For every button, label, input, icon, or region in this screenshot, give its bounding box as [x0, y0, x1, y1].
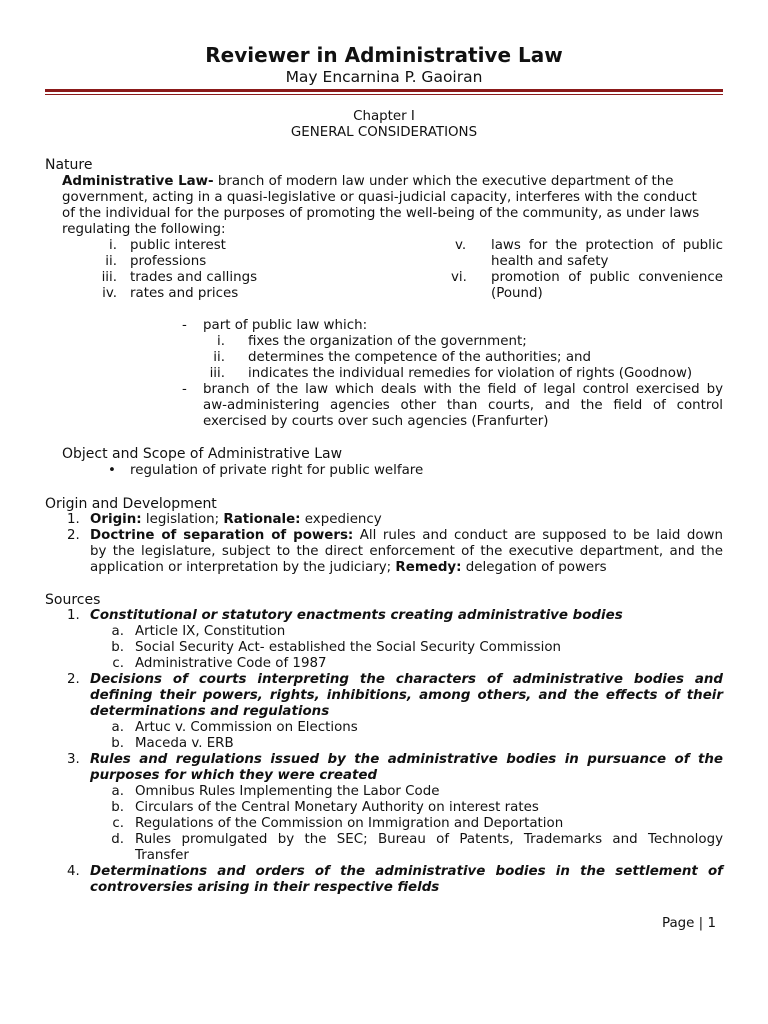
list-number: 2. — [67, 528, 80, 543]
section-heading-origin: Origin and Development — [45, 496, 217, 512]
list-item: promotion of public convenience — [491, 270, 723, 285]
sub-item: determines the competence of the authorities; and — [248, 350, 592, 365]
sub-item-continued: Transfer — [135, 848, 189, 863]
document-title: Reviewer in Administrative Law — [205, 43, 563, 67]
doctrine-text: application or interpretation by the judiciary; — [90, 560, 396, 575]
sub-letter: a. — [111, 624, 124, 639]
source-4-line-2: controversies arising in their respective fields — [90, 880, 440, 895]
sub-item: Regulations of the Commission on Immigration and Deportation — [135, 816, 564, 831]
origin-item-1 — [90, 512, 382, 528]
bullet-icon: • — [108, 463, 116, 478]
list-item-number: iii. — [101, 270, 117, 285]
list-item-continued: health and safety — [491, 254, 609, 269]
origin-text: legislation; — [141, 512, 224, 527]
header-rule-thin — [45, 94, 723, 95]
list-number: 1. — [67, 512, 80, 527]
document-author: May Encarnina P. Gaoiran — [285, 68, 483, 86]
sub-item: Administrative Code of 1987 — [135, 656, 327, 671]
remedy-label: Remedy: — [395, 560, 462, 575]
sub-item: Artuc v. Commission on Elections — [135, 720, 358, 735]
source-3-line-2: purposes for which they were created — [90, 768, 378, 783]
list-item-number: i. — [109, 238, 117, 253]
source-2-line-1: Decisions of courts interpreting the characters of administrative bodies and — [90, 672, 723, 687]
nature-line-4: regulating the following: — [62, 222, 226, 237]
sub-letter: c. — [112, 816, 124, 831]
sub-item: Article IX, Constitution — [135, 624, 286, 639]
list-item-number: iv. — [102, 286, 117, 301]
list-item: rates and prices — [130, 286, 239, 301]
dash-item: part of public law which: — [203, 318, 368, 333]
sub-letter: a. — [111, 720, 124, 735]
sub-letter: a. — [111, 784, 124, 799]
list-item-continued: (Pound) — [491, 286, 543, 301]
list-item-number: v. — [455, 238, 467, 253]
list-item-number: vi. — [451, 270, 467, 285]
list-item: laws for the protection of public — [491, 238, 723, 253]
list-item: trades and callings — [130, 270, 258, 285]
origin-item-2-line-2: by the legislature, subject to the direct enforcement of the executive department, and the — [90, 544, 723, 559]
bullet-item: regulation of private right for public welfare — [130, 463, 424, 478]
doctrine-text: All rules and conduct are supposed to be laid down — [353, 528, 723, 543]
section-heading-sources: Sources — [45, 592, 101, 608]
origin-item-2-line-3 — [90, 560, 607, 576]
nature-line-1 — [62, 174, 674, 190]
source-3-line-1: Rules and regulations issued by the administrative bodies in pursuance of the — [90, 752, 723, 767]
sub-item-number: i. — [217, 334, 225, 349]
remedy-text: delegation of powers — [461, 560, 607, 575]
section-heading-object-scope: Object and Scope of Administrative Law — [62, 446, 343, 462]
list-item-number: ii. — [105, 254, 117, 269]
source-2-line-2: defining their powers, rights, inhibitions, among others, and the effects of their — [90, 688, 723, 703]
section-heading-nature: Nature — [45, 157, 93, 173]
dash-marker: - — [182, 382, 187, 397]
origin-label: Origin: — [90, 512, 142, 527]
list-number: 2. — [67, 672, 80, 687]
source-4-line-1: Determinations and orders of the administrative bodies in the settlement of — [90, 864, 723, 879]
sub-item: Circulars of the Central Monetary Authority on interest rates — [135, 800, 539, 815]
dash-item-line: branch of the law which deals with the field of legal control exercised by — [203, 382, 723, 397]
sub-item: Maceda v. ERB — [135, 736, 234, 751]
sub-letter: d. — [111, 832, 124, 847]
source-2-line-3: determinations and regulations — [90, 704, 330, 719]
list-item: public interest — [130, 238, 226, 253]
rationale-label: Rationale: — [223, 512, 301, 527]
nature-line-2: government, acting in a quasi-legislative or quasi-judicial capacity, interferes with the conduct — [62, 190, 697, 205]
doctrine-label: Doctrine of separation of powers: — [90, 528, 354, 543]
list-number: 4. — [67, 864, 80, 879]
list-item: professions — [130, 254, 207, 269]
header-rule-thick — [45, 89, 723, 92]
sub-item: Omnibus Rules Implementing the Labor Code — [135, 784, 440, 799]
sub-item: indicates the individual remedies for violation of rights (Goodnow) — [248, 366, 693, 381]
source-1: Constitutional or statutory enactments creating administrative bodies — [90, 608, 623, 623]
sub-letter: b. — [111, 640, 124, 655]
sub-letter: b. — [111, 800, 124, 815]
sub-item: Rules promulgated by the SEC; Bureau of Patents, Trademarks and Technology — [135, 832, 723, 847]
nature-line-3: of the individual for the purposes of promoting the well-being of the community, as under laws — [62, 206, 700, 221]
sub-item: Social Security Act- established the Social Security Commission — [135, 640, 562, 655]
page-number: Page | 1 — [662, 916, 716, 931]
nature-text-1: branch of modern law under which the executive department of the — [213, 174, 674, 189]
list-number: 1. — [67, 608, 80, 623]
dash-item-line: exercised by courts over such agencies (Franfurter) — [203, 414, 549, 429]
sub-letter: c. — [112, 656, 124, 671]
chapter-number: Chapter I — [353, 109, 415, 124]
list-number: 3. — [67, 752, 80, 767]
sub-item-number: ii. — [213, 350, 225, 365]
sub-letter: b. — [111, 736, 124, 751]
dash-item-line: aw-administering agencies other than courts, and the field of control — [203, 398, 723, 413]
origin-item-2-line-1 — [90, 528, 723, 544]
dash-marker: - — [182, 318, 187, 333]
term-administrative-law: Administrative Law- — [62, 174, 214, 189]
sub-item: fixes the organization of the government; — [248, 334, 527, 349]
chapter-title: GENERAL CONSIDERATIONS — [290, 125, 478, 140]
rationale-text: expediency — [300, 512, 382, 527]
sub-item-number: iii. — [209, 366, 225, 381]
